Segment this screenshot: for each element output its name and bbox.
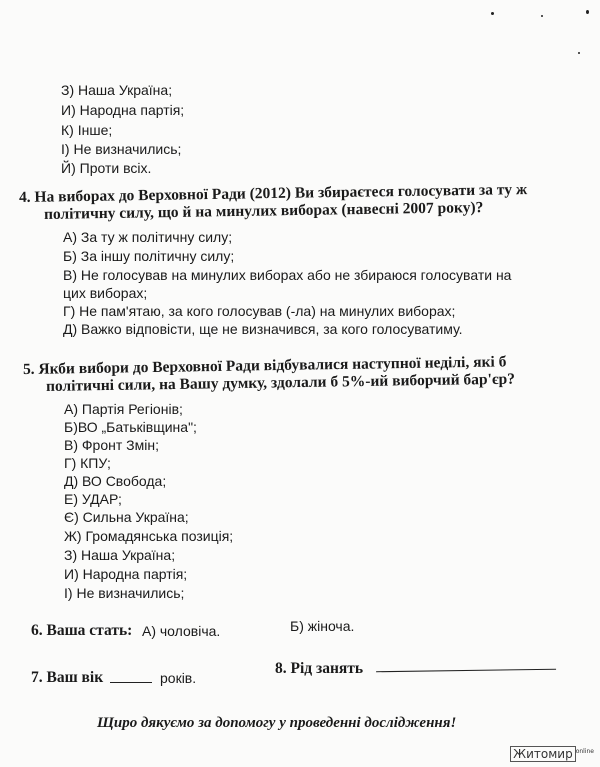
question-5-title-continued: політичні сили, на Вашу думку, здолали б 5%-ий виборчий бар'єр?: [45, 370, 516, 395]
question-8-label: 8. Рід занять: [275, 660, 364, 677]
watermark-suffix: online: [575, 748, 594, 755]
option-item: В) Не голосував на минулих виборах або не збираюся голосувати на: [63, 267, 512, 283]
site-watermark: [510, 747, 594, 761]
option-item: А) За ту ж політичну силу;: [63, 229, 233, 245]
age-blank: [110, 670, 152, 683]
option-item: З) Наша Україна;: [64, 547, 176, 563]
question-6-option-male: А) чоловіча.: [142, 623, 221, 639]
option-item: цих виборах;: [63, 285, 148, 301]
question-5-title: 5. Якби вибори до Верховної Ради відбувалися наступної неділі, які б: [22, 353, 507, 378]
list-item: К) Інше;: [61, 122, 113, 138]
option-item: Г) КПУ;: [64, 455, 111, 471]
option-item: І) Не визначились;: [64, 585, 185, 601]
question-7-suffix: років.: [160, 670, 197, 686]
option-item: В) Фронт Змін;: [64, 437, 159, 453]
option-item: Б)ВО „Батьківщина";: [64, 419, 197, 435]
list-item: И) Народна партія;: [61, 102, 185, 118]
option-item: Е) УДАР;: [64, 491, 122, 507]
option-item: Д) Важко відповісти, ще не визначився, за кого голосуватиму.: [63, 321, 463, 337]
question-4-title: 4. На виборах до Верховної Ради (2012) Ви збираєтеся голосувати за ту ж: [18, 181, 528, 206]
option-item: А) Партія Регіонів;: [64, 401, 183, 417]
scan-speck: [491, 12, 494, 15]
question-6-option-female: Б) жіноча.: [290, 618, 355, 634]
list-item: З) Наша Україна;: [61, 82, 173, 98]
watermark-logo: Житомир: [510, 746, 576, 762]
option-item: Ж) Громадянська позиція;: [64, 528, 234, 544]
option-item: И) Народна партія;: [64, 566, 188, 582]
list-item: Й) Проти всіх.: [61, 160, 152, 176]
occupation-blank: [376, 657, 556, 673]
option-item: Г) Не пам'ятаю, за кого голосував (-ла) на минулих виборах;: [63, 303, 456, 319]
question-7-label: 7. Ваш вік: [31, 669, 104, 686]
list-item: І) Не визначились;: [61, 141, 182, 157]
scan-speck: [541, 15, 543, 17]
question-6-label: 6. Ваша стать:: [31, 622, 133, 639]
thank-you-note: Щиро дякуємо за допомогу у проведенні дослідження!: [97, 715, 457, 731]
question-4-title-continued: політичну силу, що й на минулих виборах (навесні 2007 року)?: [43, 199, 484, 223]
scan-speck: [586, 10, 589, 14]
option-item: Є) Сильна Україна;: [64, 509, 189, 525]
option-item: Б) За іншу політичну силу;: [63, 248, 235, 264]
option-item: Д) ВО Свобода;: [64, 473, 167, 489]
scan-speck: [578, 52, 580, 54]
